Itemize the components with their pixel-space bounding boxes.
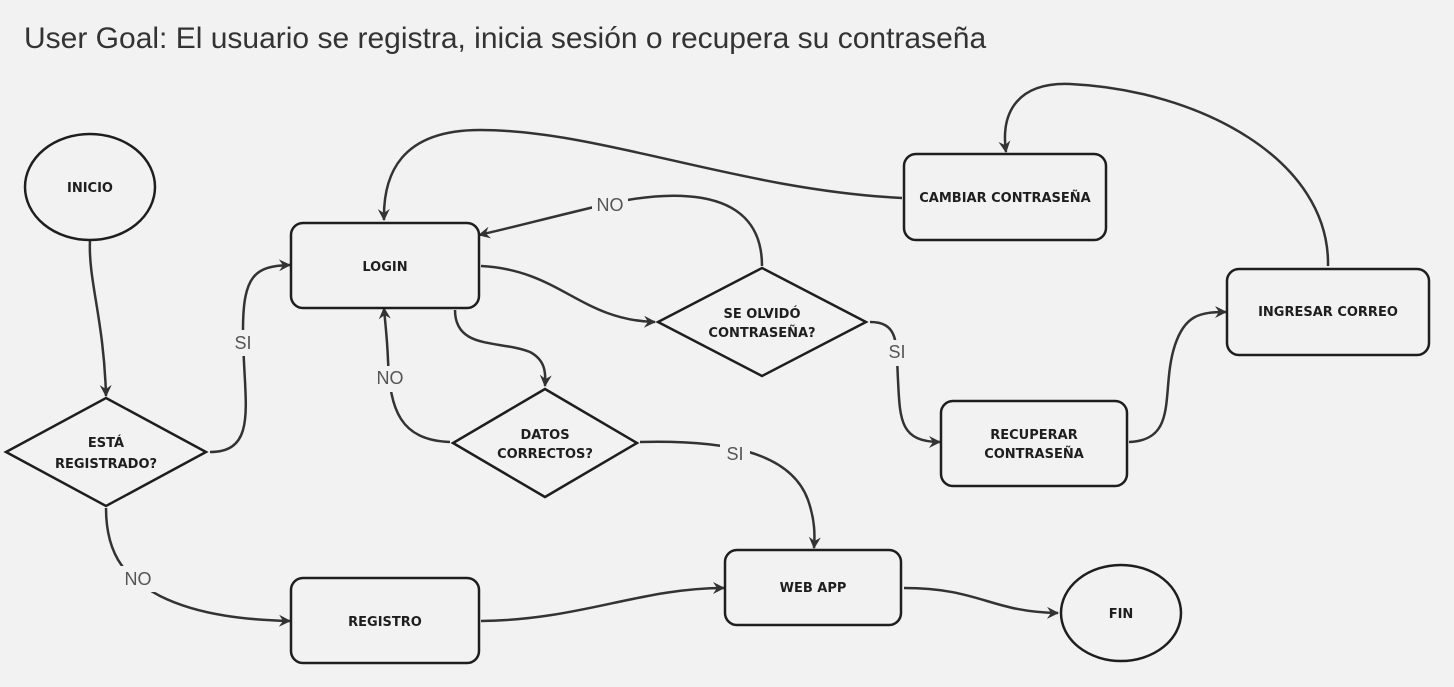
node-ingresar-correo [1227,269,1429,355]
node-cambiar-contrasena [904,154,1106,240]
node-login [291,223,479,308]
page-title: User Goal: El usuario se registra, inicia sesión o recupera su contraseña [24,22,987,55]
node-datos-correctos-label-line-1: DATOS [520,428,570,443]
edge-label-si-login: SI [234,333,252,353]
node-recuperar-contrasena [941,401,1127,486]
node-inicio-label: INICIO [67,181,113,196]
edge-label-no-registro: NO [124,569,152,589]
edge-esta-registrado-to-registro [106,508,290,621]
node-inicio [25,134,155,240]
node-fin-label: FIN [1108,607,1134,622]
edge-registro-to-web-app [481,588,724,621]
node-fin [1061,565,1181,661]
node-esta-registrado-label-line-1: ESTÁ [87,436,125,451]
node-cambiar-contrasena-label: CAMBIAR CONTRASEÑA [919,191,1091,206]
edge-label-si-web-app: SI [726,444,744,464]
node-datos-correctos-shape [453,389,637,497]
node-web-app [725,550,901,625]
node-esta-registrado [6,398,206,506]
node-recuperar-contrasena-label-line-2: CONTRASEÑA [984,447,1084,462]
edge-label-no-olvido: NO [596,195,624,215]
node-se-olvido [658,268,866,376]
node-se-olvido-label-line-2: CONTRASEÑA? [708,326,816,341]
edge-label-si-recuperar: SI [888,342,906,362]
edge-web-app-to-fin [904,588,1058,613]
node-datos-correctos [453,389,637,497]
edge-login-to-se-olvido [481,266,655,322]
node-recuperar-contrasena-label-line-1: RECUPERAR [990,428,1078,443]
edge-label-no-datos: NO [376,368,404,388]
edge-login-to-datos-correctos [455,310,545,386]
node-esta-registrado-label-line-2: REGISTRADO? [54,457,158,472]
edge-recuperar-to-ingresar-correo [1129,312,1226,442]
node-datos-correctos-label-line-2: CORRECTOS? [497,447,593,462]
node-recuperar-contrasena-shape [941,401,1127,486]
edge-cambiar-to-login [384,130,902,220]
node-login-label: LOGIN [362,260,408,275]
node-se-olvido-shape [658,268,866,376]
node-esta-registrado-shape [6,398,206,506]
node-registro [291,578,479,663]
node-registro-label: REGISTRO [348,615,422,630]
node-ingresar-correo-label: INGRESAR CORREO [1258,305,1398,320]
edge-esta-registrado-to-login [210,265,290,452]
edge-inicio-to-esta-registrado [90,240,106,396]
node-se-olvido-label-line-1: SE OLVIDÓ [723,307,801,322]
node-web-app-label: WEB APP [779,581,847,596]
